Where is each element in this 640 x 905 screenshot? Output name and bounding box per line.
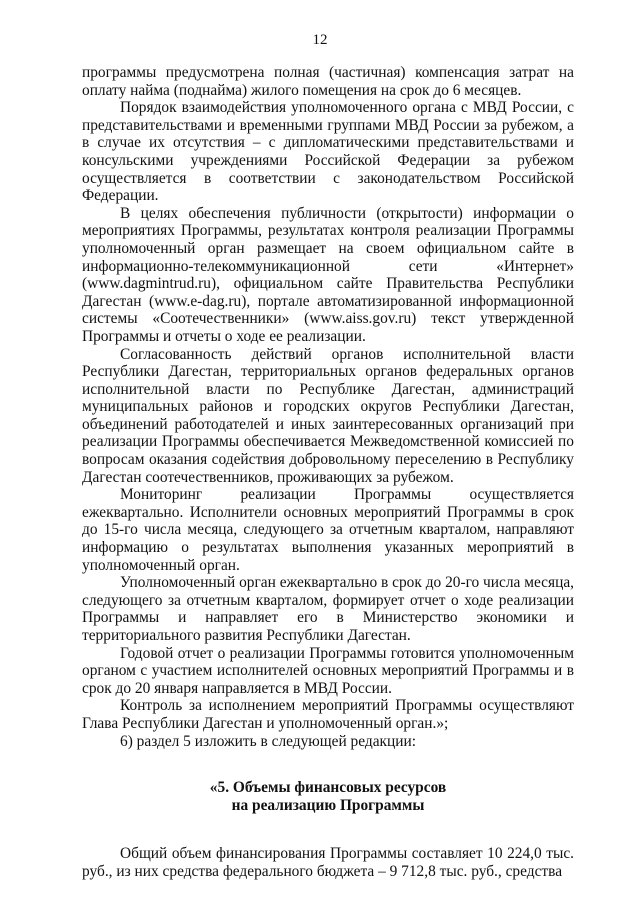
paragraph: Уполномоченный орган ежеквартально в срок до 20-го числа месяца, следующего за отчетным кварталом, формирует отчет о ходе реализации Программы и направляет его в Министерство экономики и территориального развития Республики Дагестан. xyxy=(82,574,574,644)
paragraph: Контроль за исполнением мероприятий Программы осуществляют Глава Республики Дагестан и уполномоченный орган.»; xyxy=(82,697,574,732)
paragraph: Согласованность действий органов исполнительной власти Республики Дагестан, территориальных органов федеральных органов исполнительной власти по Республике Дагестан, администраций муниципальных районов и городских округов Республики Дагестан, объединений работодателей и иных заинтересованных организаций при реализации Программы обеспечивается Межведомственной комиссией по вопросам оказания содействия добровольному переселению в Республику Дагестан соотечественников, проживающих за рубежом. xyxy=(82,345,574,486)
paragraph: 6) раздел 5 изложить в следующей редакции: xyxy=(120,732,416,750)
paragraph: программы предусмотрена полная (частичная) компенсация затрат на оплату найма (поднайма) жилого помещения на срок до 6 месяцев. xyxy=(82,64,574,99)
section-heading xyxy=(82,779,574,814)
page-number: 12 xyxy=(312,32,328,48)
section-heading-line: «5. Объемы финансовых ресурсов xyxy=(209,779,447,797)
paragraph: Мониторинг реализации Программы осуществляется ежеквартально. Исполнители основных мероприятий Программы в срок до 15-го числа месяца, следующего за отчетным кварталом, направляют информацию о результатах выполнения указанных мероприятий в уполномоченный орган. xyxy=(82,486,574,574)
section-heading-line: на реализацию Программы xyxy=(231,796,425,814)
paragraph: Годовой отчет о реализации Программы готовится уполномоченным органом с участием исполнителей основных мероприятий Программы и в срок до 20 января направляется в МВД России. xyxy=(82,644,574,697)
paragraph: Порядок взаимодействия уполномоченного органа с МВД России, с представительствами и временными группами МВД России за рубежом, а в случае их отсутствия – с дипломатическими представительствами и консульскими учреждениями Российской Федерации за рубежом осуществляется в соответствии с законодательством Российской Федерации. xyxy=(82,99,574,205)
document-body xyxy=(82,64,574,881)
paragraph: В целях обеспечения публичности (открытости) информации о мероприятиях Программы, результатах контроля реализации Программы уполномоченный орган размещает на своем официальном сайте в информационно-телекоммуникационной сети «Интернет» (www.dagmintrud.ru), официальном сайте Правительства Республики Дагестан (www.e-dag.ru), портале автоматизированной информационной системы «Соотечественники» (www.aiss.gov.ru) текст утвержденной Программы и отчеты о ходе ее реализации. xyxy=(82,204,574,345)
paragraph: Общий объем финансирования Программы составляет 10 224,0 тыс. руб., из них средства федерального бюджета – 9 712,8 тыс. руб., средства xyxy=(82,845,574,880)
